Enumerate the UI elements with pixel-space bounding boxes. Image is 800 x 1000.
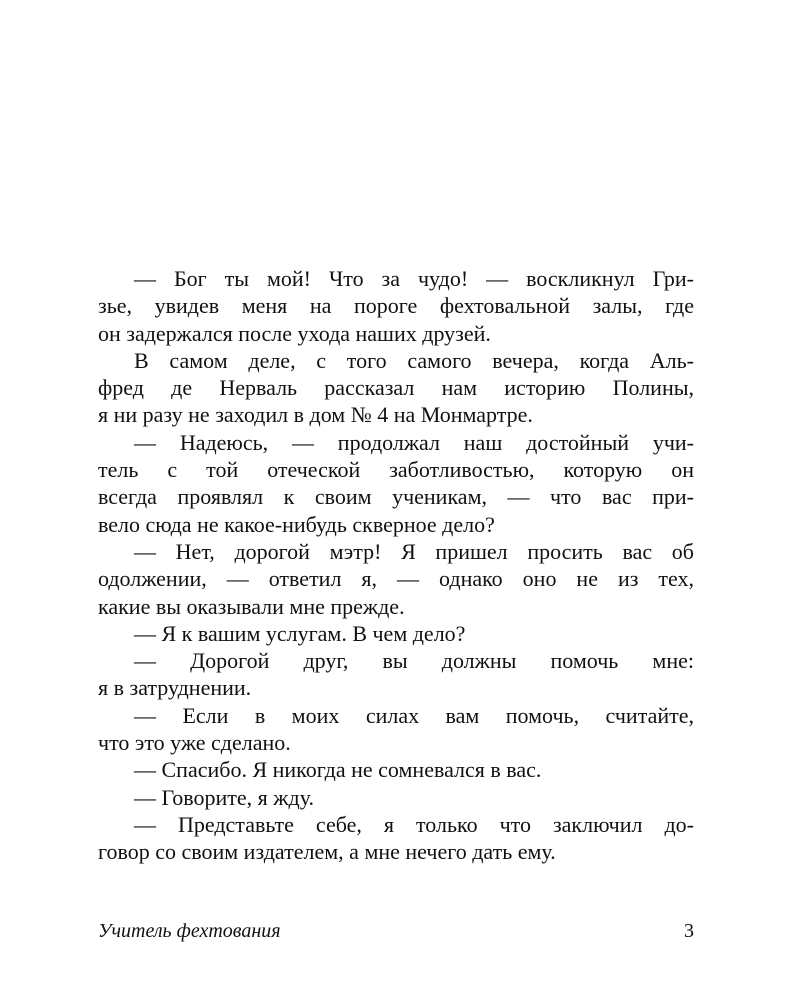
text-line: — Говорите, я жду. bbox=[134, 784, 314, 810]
text-line: всегда проявлял к своим ученикам, — что вас при- bbox=[98, 484, 694, 510]
text-line: — Представьте себе, я только что заключил до- bbox=[134, 811, 694, 837]
body-text bbox=[98, 265, 694, 866]
text-line: зье, увидев меня на пороге фехтовальной залы, где bbox=[98, 293, 694, 319]
text-line: — Спасибо. Я никогда не сомневался в вас. bbox=[134, 757, 542, 783]
text-line: я ни разу не заходил в дом № 4 на Монмартре. bbox=[98, 402, 533, 428]
text-line: В самом деле, с того самого вечера, когда Аль- bbox=[134, 347, 694, 373]
text-line: — Дорогой друг, вы должны помочь мне: bbox=[134, 648, 694, 674]
text-line: одолжении, — ответил я, — однако оно не из тех, bbox=[98, 566, 694, 592]
running-footer-title: Учитель фехтования bbox=[98, 920, 281, 942]
text-line: тель с той отеческой заботливостью, которую он bbox=[98, 457, 694, 483]
text-line: он задержался после ухода наших друзей. bbox=[98, 320, 491, 346]
text-line: говор со своим издателем, а мне нечего дать ему. bbox=[98, 839, 556, 865]
text-line: какие вы оказывали мне прежде. bbox=[98, 593, 405, 619]
text-line: фред де Нерваль рассказал нам историю Полины, bbox=[98, 375, 694, 401]
text-line: — Я к вашим услугам. В чем дело? bbox=[134, 620, 466, 646]
text-line: — Надеюсь, — продолжал наш достойный учи- bbox=[134, 429, 694, 455]
text-line: вело сюда не какое-нибудь скверное дело? bbox=[98, 511, 495, 537]
text-line: — Если в моих силах вам помочь, считайте, bbox=[134, 702, 694, 728]
page-number: 3 bbox=[684, 920, 694, 942]
text-line: я в затруднении. bbox=[98, 675, 252, 701]
text-line: что это уже сделано. bbox=[98, 730, 291, 756]
text-line: — Бог ты мой! Что за чудо! — воскликнул Гри- bbox=[134, 266, 694, 291]
text-line: — Нет, дорогой мэтр! Я пришел просить вас об bbox=[134, 538, 694, 564]
